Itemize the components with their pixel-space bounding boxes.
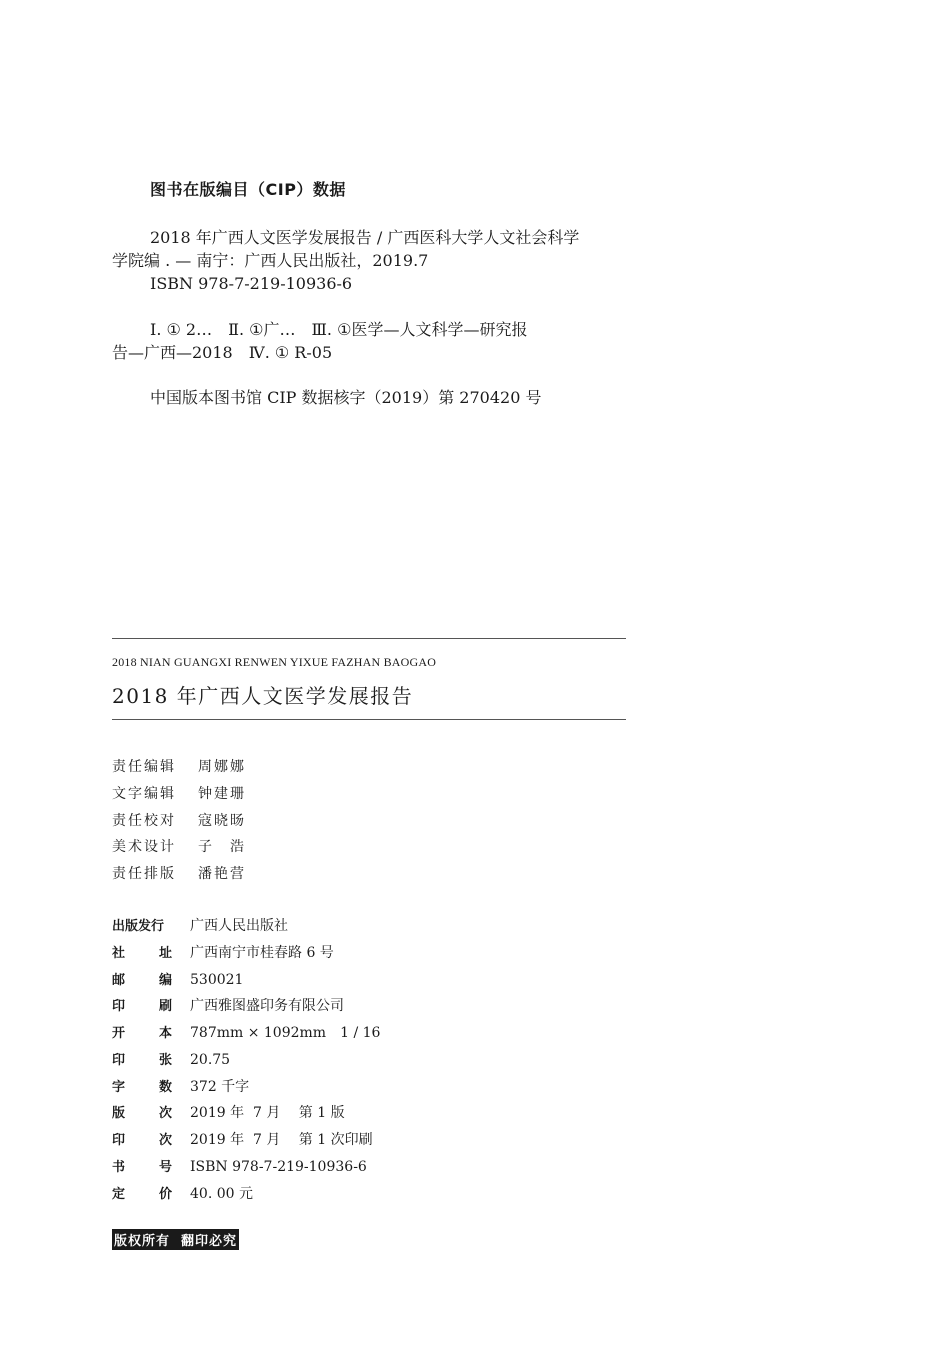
credit-label: 责任校对 <box>112 813 176 829</box>
cip-subject-line-1: Ⅰ. ① 2… Ⅱ. ①广… Ⅲ. ①医学—人文科学—研究报 <box>150 320 528 339</box>
copyright-notice: 版权所有 翻印必究 <box>112 1229 239 1250</box>
divider-bottom <box>112 719 626 720</box>
info-value: 530021 <box>190 972 244 988</box>
cip-heading: 图书在版编目（CIP）数据 <box>150 180 346 199</box>
info-value: 20.75 <box>190 1052 231 1068</box>
info-row <box>112 1157 367 1177</box>
credit-row <box>112 863 246 883</box>
info-label: 书号 <box>112 1160 172 1175</box>
info-value: 广西南宁市桂春路 6 号 <box>190 945 334 961</box>
info-row <box>112 1130 373 1150</box>
info-label: 出版发行 <box>112 919 165 934</box>
info-value: 787mm × 1092mm 1 / 16 <box>190 1025 381 1041</box>
info-label: 印张 <box>112 1053 172 1068</box>
info-value: 40. 00 元 <box>190 1186 253 1202</box>
info-row <box>112 943 334 963</box>
credit-row <box>112 810 246 830</box>
pinyin-title: 2018 NIAN GUANGXI RENWEN YIXUE FAZHAN BAOGAO <box>112 655 437 669</box>
credit-value: 寇晓旸 <box>198 813 246 829</box>
info-label: 邮编 <box>112 973 172 988</box>
info-value: 372 千字 <box>190 1079 250 1095</box>
info-label: 定价 <box>112 1187 172 1202</box>
credit-label: 责任编辑 <box>112 759 176 775</box>
cip-number: 中国版本图书馆 CIP 数据核字（2019）第 270420 号 <box>150 388 542 407</box>
info-row <box>112 1050 230 1070</box>
info-value: ISBN 978-7-219-10936-6 <box>190 1159 367 1175</box>
credit-row <box>112 783 246 803</box>
info-label: 印次 <box>112 1133 172 1148</box>
info-row <box>112 996 344 1016</box>
info-label: 字数 <box>112 1080 172 1095</box>
info-row <box>112 1103 345 1123</box>
cip-entry-line-2: 学院编 . — 南宁：广西人民出版社，2019.7 <box>112 251 429 270</box>
cip-entry-line-1: 2018 年广西人文医学发展报告 / 广西医科大学人文社会科学 <box>150 228 580 247</box>
credit-value: 子 浩 <box>198 839 246 855</box>
info-row <box>112 1077 249 1097</box>
info-label: 社址 <box>112 946 172 961</box>
divider-top <box>112 638 626 639</box>
credit-value: 周娜娜 <box>198 759 246 775</box>
info-label: 版次 <box>112 1106 172 1121</box>
info-value: 2019 年 7 月 第 1 次印刷 <box>190 1132 373 1148</box>
info-value: 广西雅图盛印务有限公司 <box>190 998 344 1014</box>
info-label: 印刷 <box>112 999 172 1014</box>
cip-subject-line-2: 告—广西—2018 Ⅳ. ① R-05 <box>112 343 333 362</box>
credit-label: 责任排版 <box>112 866 176 882</box>
info-row <box>112 970 243 990</box>
credit-value: 潘艳营 <box>198 866 246 882</box>
cip-isbn-line: ISBN 978-7-219-10936-6 <box>150 274 353 293</box>
info-row <box>112 1023 380 1043</box>
credit-row <box>112 756 246 776</box>
info-value: 2019 年 7 月 第 1 版 <box>190 1105 345 1121</box>
credit-label: 美术设计 <box>112 839 176 855</box>
credit-value: 钟建珊 <box>198 786 246 802</box>
info-value: 广西人民出版社 <box>190 918 288 934</box>
info-row <box>112 916 288 936</box>
credit-label: 文字编辑 <box>112 786 176 802</box>
info-row <box>112 1184 253 1204</box>
credit-row <box>112 836 246 856</box>
book-title: 2018 年广西人文医学发展报告 <box>112 684 414 708</box>
info-label: 开本 <box>112 1026 172 1041</box>
